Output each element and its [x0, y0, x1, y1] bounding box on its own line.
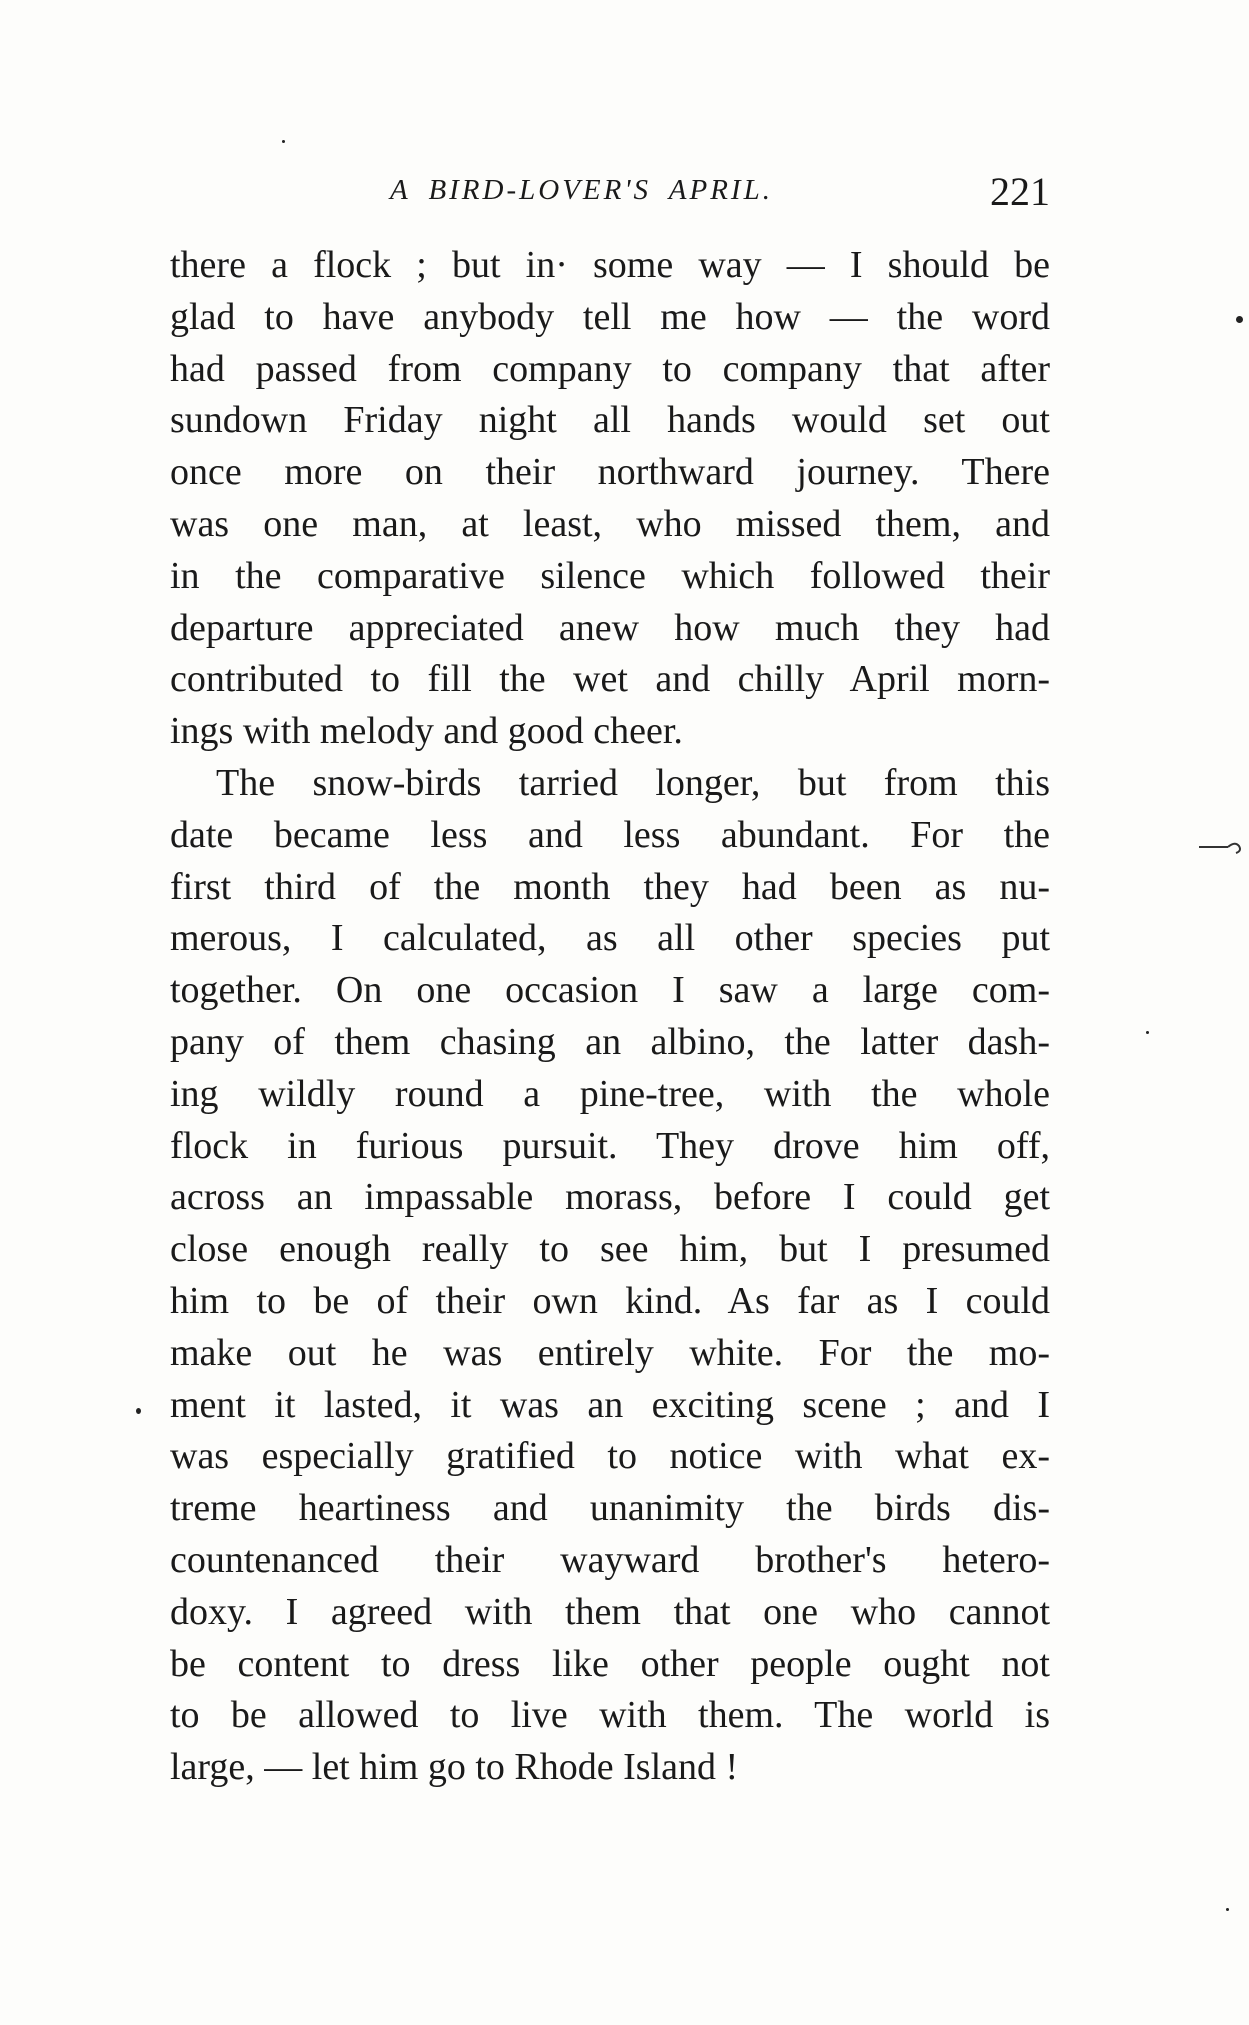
text-line: countenanced their wayward brother's hetero-	[170, 1538, 1050, 1581]
ink-speck	[136, 1408, 141, 1414]
text-line: contributed to fill the wet and chilly April morn-	[170, 658, 1050, 701]
text-line: merous, I calculated, as all other species put	[170, 917, 1050, 960]
text-line: had passed from company to company that after	[170, 347, 1050, 390]
text-line: was especially gratified to notice with what ex-	[170, 1435, 1050, 1478]
text-line: pany of them chasing an albino, the latter dash-	[170, 1020, 1050, 1063]
paragraph-end-line: large, — let him go to Rhode Island !	[170, 1746, 739, 1789]
text-line: departure appreciated anew how much they had	[170, 606, 1050, 649]
text-line: ing wildly round a pine-tree, with the whole	[170, 1072, 1050, 1115]
text-line: in the comparative silence which followed their	[170, 554, 1050, 597]
text-line: date became less and less abundant. For the	[170, 813, 1050, 856]
ink-speck	[1226, 1908, 1229, 1911]
paragraph-end-line: ings with melody and good cheer.	[170, 710, 683, 753]
text-line: be content to dress like other people ought not	[170, 1642, 1050, 1685]
paragraph-start-line: The snow-birds tarried longer, but from this	[216, 761, 1050, 804]
text-line: across an impassable morass, before I could get	[170, 1176, 1050, 1219]
text-line: make out he was entirely white. For the mo-	[170, 1331, 1050, 1374]
text-line: was one man, at least, who missed them, and	[170, 502, 1050, 545]
margin-mark	[1198, 836, 1244, 858]
running-title: A BIRD-LOVER'S APRIL.	[390, 174, 773, 206]
body-text	[170, 240, 1050, 1794]
ink-speck	[1146, 1031, 1149, 1034]
text-line: there a flock ; but in· some way — I should be	[170, 244, 1050, 286]
text-line: doxy. I agreed with them that one who cannot	[170, 1590, 1050, 1633]
page-number: 221	[990, 169, 1050, 214]
running-head	[170, 168, 1050, 216]
text-line: together. On one occasion I saw a large com-	[170, 969, 1050, 1012]
text-line: ment it lasted, it was an exciting scene ; and I	[170, 1383, 1050, 1426]
text-line: treme heartiness and unanimity the birds dis-	[170, 1487, 1050, 1530]
text-line: first third of the month they had been as nu-	[170, 865, 1050, 908]
text-line: close enough really to see him, but I presumed	[170, 1228, 1050, 1271]
text-line: him to be of their own kind. As far as I could	[170, 1279, 1050, 1322]
text-line: flock in furious pursuit. They drove him off,	[170, 1124, 1050, 1167]
text-line: glad to have anybody tell me how — the word	[170, 295, 1050, 338]
ink-speck	[282, 140, 285, 143]
ink-speck	[1236, 316, 1243, 323]
text-line: once more on their northward journey. There	[170, 451, 1050, 494]
text-line: sundown Friday night all hands would set out	[170, 399, 1050, 442]
text-line: to be allowed to live with them. The world is	[170, 1694, 1050, 1737]
